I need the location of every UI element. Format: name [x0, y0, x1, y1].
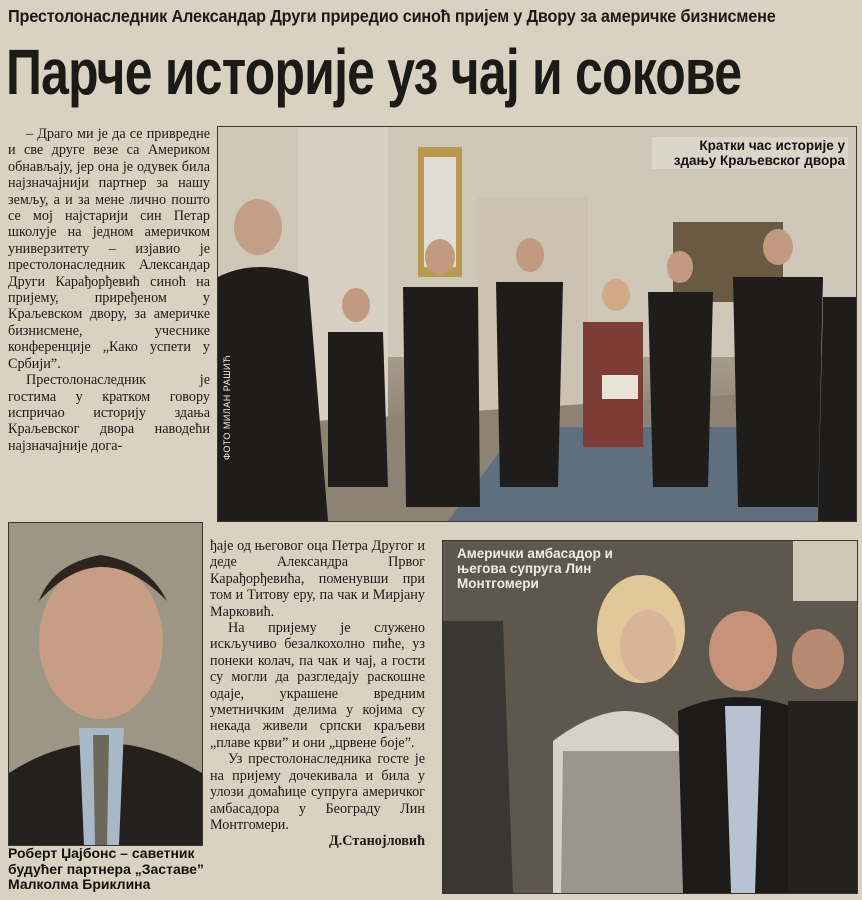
paragraph: Престолонаследник је гостима у кратком говору испричао историју здања Краљевског двора наводећи најзначајније дога- [8, 372, 210, 454]
photo-credit: ФОТО МИЛАН РАШИЋ [222, 354, 232, 460]
paragraph: На пријему је служено искључиво безалкохолно пиће, уз понеки колач, па чак и чај, а гости су могли да разгледају раскошне одаје, украшене вредним уметничким делима у којима су некада живели српски краљеви „плаве крви” и они „црвене боје”. [210, 620, 425, 751]
ambassador-illustration [443, 541, 857, 893]
kicker: Престолонаследник Александар Други приредио синоћ пријем у Двору за америчке бизнисмене [8, 6, 776, 26]
photo-palace-reception [217, 126, 857, 522]
photo-caption: Амерички амбасадор и његова супруга Лин Монтгомери [457, 546, 613, 591]
article-column-2 [210, 538, 425, 900]
photo-illustration [218, 127, 856, 521]
portrait-caption: Роберт Џајбонс – саветник будућег партнера „Заставе” Малколма Бриклина [8, 845, 204, 892]
headline: Парче историје уз чај и сокове [6, 36, 742, 108]
photo-ambassador [442, 540, 858, 894]
paragraph: ђаје од његовог оца Петра Другог и деде Александра Првог Карађорђевића, поменувши при том и Титову еру, па чак и Мирјану Марковић. [210, 538, 425, 620]
article-column-1 [8, 126, 210, 520]
portrait-illustration [9, 523, 202, 845]
byline: Д.Станојловић [328, 833, 425, 850]
paragraph: Уз престолонаследника госте је на пријему дочекивала и била у улози домаћице супруга америчког амбасадора у Београду Лин Монтгомери. [210, 751, 425, 833]
photo-caption: Кратки час историје у здању Краљевског двора [652, 137, 848, 169]
paragraph: – Драго ми је да се привредне и све друге везе са Америком обнављају, јер она је одувек била најзначајнији партнер за нашу земљу, а и за мене лично пошто се мој најстарији син Петар школује на једном америчком универзитету – изјавио је престолонаследник Александар Други Карађорђевић синоћ на пријему, приређеном у Краљевском двору, за америчке бизнисмене, учеснике конференције „Како успети у Србији”. [8, 126, 210, 372]
photo-portrait [8, 522, 203, 846]
